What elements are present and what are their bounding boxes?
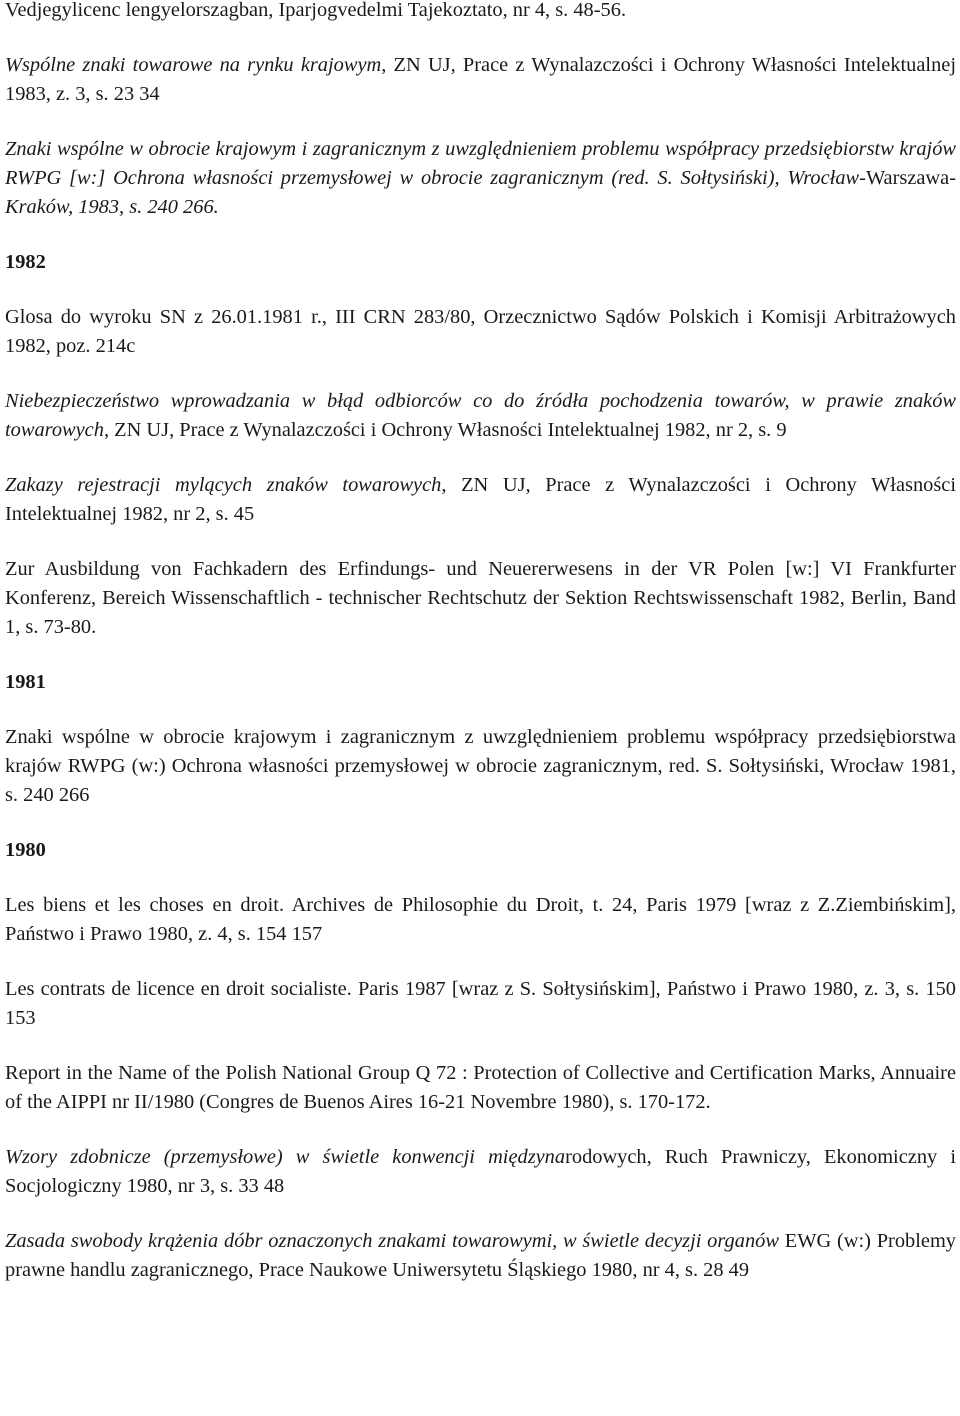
bibliography-entry	[5, 387, 956, 445]
entry-title: Zasada swobody krążenia dóbr oznaczonych znakami towarowymi, w świetle decyzji organów	[5, 1230, 779, 1252]
entry-title: Wspólne znaki towarowe na rynku krajowym	[5, 54, 382, 76]
entry-text: Glosa do wyroku SN z 26.01.1981 r., III CRN 283/80, Orzecznictwo Sądów Polskich i Komisji Arbitrażowych 1982, poz. 214c	[5, 306, 956, 357]
bibliography-entry	[5, 891, 956, 949]
entry-source: , ZN UJ, Prace z Wynalazczości i Ochrony Własności Intelektualnej 1982, nr 2, s. 9	[103, 419, 787, 441]
entry-source: rodowych, Ruch Prawniczy, Ekonomiczny i Socjologiczny 1980, nr 3, s. 33 48	[5, 1146, 956, 1197]
entry-text: Les contrats de licence en droit socialiste. Paris 1987 [wraz z S. Sołtysińskim], Państwo i Prawo 1980, z. 3, s. 150 153	[5, 978, 956, 1029]
bibliography-entry	[5, 0, 956, 25]
entry-source: , ZN UJ, Prace z Wynalazczości i Ochrony Własności Intelektualnej 1983, z. 3, s. 23 34	[5, 54, 957, 105]
bibliography-entry	[5, 471, 956, 529]
bibliography-entry	[5, 1059, 956, 1117]
entry-title: Znaki wspólne w obrocie krajowym i zagranicznym z uwzględnieniem problemu współpracy przedsiębiorstw krajów RWPG [w:] Ochrona własności przemysłowej w obrocie zagranicznym (red. S. Sołtysiński), Wrocław-	[5, 138, 956, 189]
entry-source: , ZN UJ, Prace z Wynalazczości i Ochrony Własności Intelektualnej 1982, nr 2, s. 45	[5, 474, 957, 525]
entry-text: Report in the Name of the Polish National Group Q 72 : Protection of Collective and Certification Marks, Annuaire of the AIPPI nr II/1980 (Congres de Buenos Aires 16-21 Novembre 1980), s. 170-172.	[5, 1062, 956, 1113]
entry-text: Les biens et les choses en droit. Archives de Philosophie du Droit, t. 24, Paris 1979 [wraz z Z.Ziembińskim], Państwo i Prawo 1980, z. 4, s. 154 157	[5, 894, 956, 945]
entry-source: Warszawa	[865, 167, 950, 189]
entry-text: Vedjegylicenc lengyelorszagban, Iparjogvedelmi Tajekoztato, nr 4, s. 48-56.	[5, 0, 627, 21]
bibliography-entry	[5, 135, 956, 222]
bibliography-entry	[5, 975, 956, 1033]
entry-title: Wzory zdobnicze (przemysłowe) w świetle konwencji międzyna	[5, 1146, 566, 1168]
bibliography-entry	[5, 1227, 956, 1285]
entry-title-end: -Kraków, 1983, s. 240 266.	[5, 167, 956, 218]
bibliography-entry	[5, 555, 956, 642]
entry-title: Zakazy rejestracji mylących znaków towarowych	[5, 474, 442, 496]
entry-text: Znaki wspólne w obrocie krajowym i zagranicznym z uwzględnieniem problemu współpracy przedsiębiorstwa krajów RWPG (w:) Ochrona własności przemysłowej w obrocie zagranicznym, red. S. Sołtysiński, Wrocław 1981, s. 240 266	[5, 726, 956, 806]
bibliography-entry	[5, 303, 956, 361]
year-heading: 1982	[5, 251, 46, 273]
entry-source: EWG (w:) Problemy prawne handlu zagranicznego, Prace Naukowe Uniwersytetu Śląskiego 1980, nr 4, s. 28 49	[5, 1230, 956, 1281]
entry-title: Niebezpieczeństwo wprowadzania w błąd odbiorców co do źródła pochodzenia towarów, w prawie znaków towarowych	[5, 390, 956, 441]
entry-text: Zur Ausbildung von Fachkadern des Erfindungs- und Neuererwesens in der VR Polen [w:] VI Frankfurter Konferenz, Bereich Wissenschaftlich - technischer Rechtschutz der Sektion Rechtswissenschaft 1982, Berlin, Band 1, s. 73-80.	[5, 558, 956, 638]
bibliography-entry	[5, 51, 956, 109]
bibliography-entry	[5, 723, 956, 810]
year-heading: 1980	[5, 839, 46, 861]
bibliography-entry	[5, 1143, 956, 1201]
year-heading: 1981	[5, 671, 46, 693]
